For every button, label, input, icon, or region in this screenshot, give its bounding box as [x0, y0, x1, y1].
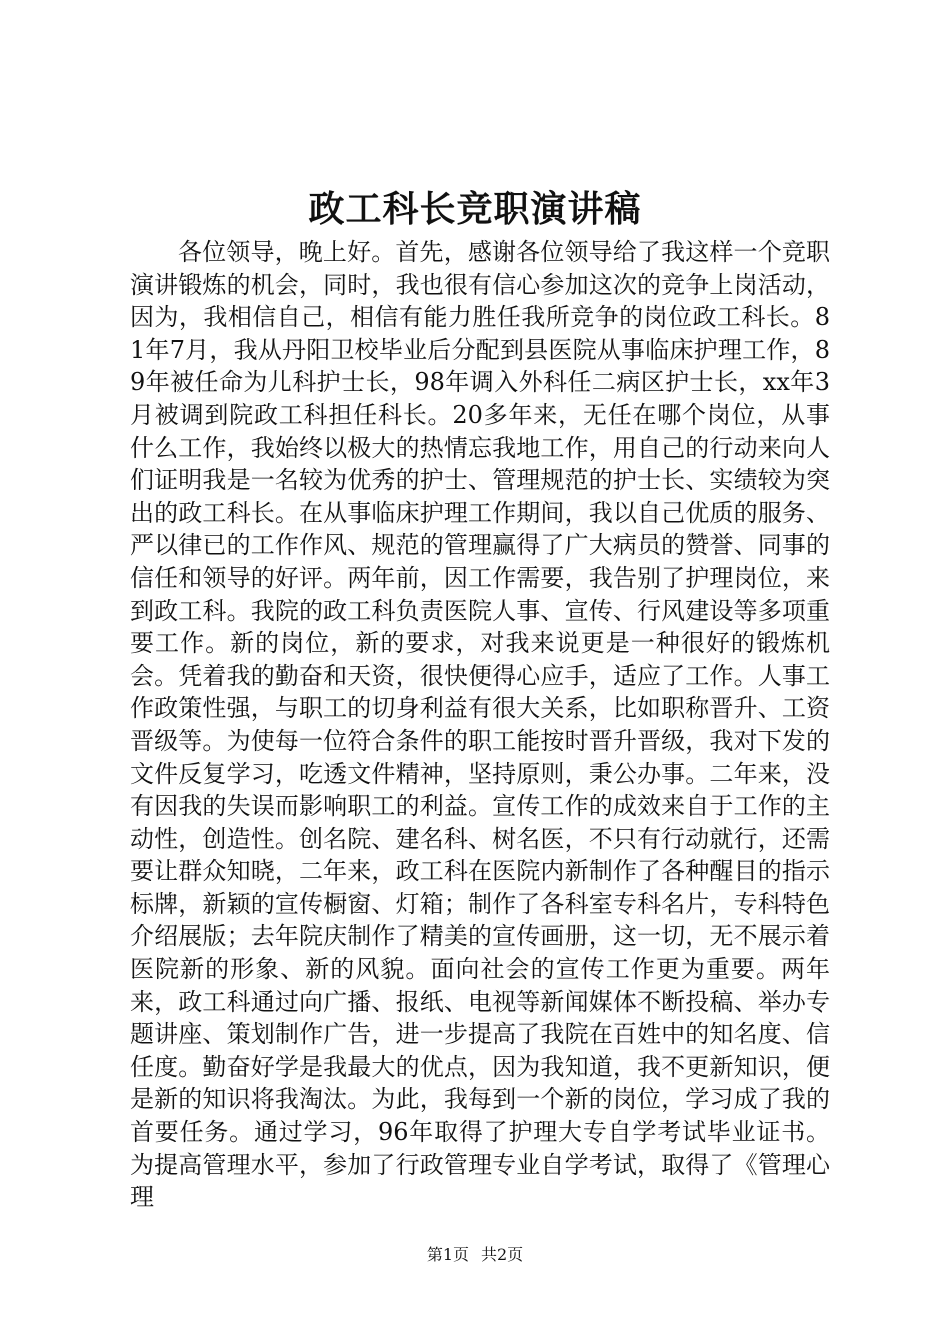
page-number-label: 第1页: [426, 1245, 469, 1264]
page-total-label: 共2页: [481, 1245, 524, 1264]
document-body-paragraph: 各位领导，晚上好。首先，感谢各位领导给了我这样一个竞职演讲锻炼的机会，同时，我也很有信心参加这次的竞争上岗活动，因为，我相信自己，相信有能力胜任我所竞争的岗位政工科长。81年7月，我从丹阳卫校毕业后分配到县医院从事临床护理工作，89年被任命为儿科护士长，98年调入外科任二病区护士长，xx年3月被调到院政工科担任科长。20多年来，无任在哪个岗位，从事什么工作，我始终以极大的热情忘我地工作，用自己的行动来向人们证明我是一名较为优秀的护士、管理规范的护士长、实绩较为突出的政工科长。在从事临床护理工作期间，我以自己优质的服务、严以律已的工作作风、规范的管理赢得了广大病员的赞誉、同事的信任和领导的好评。两年前，因工作需要，我告别了护理岗位，来到政工科。我院的政工科负责医院人事、宣传、行风建设等多项重要工作。新的岗位，新的要求，对我来说更是一种很好的锻炼机会。凭着我的勤奋和天资，很快便得心应手，适应了工作。人事工作政策性强，与职工的切身利益有很大关系，比如职称晋升、工资晋级等。为使每一位符合条件的职工能按时晋升晋级，我对下发的文件反复学习，吃透文件精神，坚持原则，秉公办事。二年来，没有因我的失误而影响职工的利益。宣传工作的成效来自于工作的主动性，创造性。创名院、建名科、树名医，不只有行动就行，还需要让群众知晓，二年来，政工科在医院内新制作了各种醒目的指示标牌，新颖的宣传橱窗、灯箱；制作了各科室专科名片，专科特色介绍展版；去年院庆制作了精美的宣传画册，这一切，无不展示着医院新的形象、新的风貌。面向社会的宣传工作更为重要。两年来，政工科通过向广播、报纸、电视等新闻媒体不断投稿、举办专题讲座、策划制作广告，进一步提高了我院在百姓中的知名度、信任度。勤奋好学是我最大的优点，因为我知道，我不更新知识，便是新的知识将我淘汰。为此，我每到一个新的岗位，学习成了我的首要任务。通过学习，96年取得了护理大专自学考试毕业证书。为提高管理水平，参加了行政管理专业自学考试，取得了《管理心理: [130, 238, 830, 1212]
page-footer: [0, 1244, 950, 1266]
document-title: 政工科长竞职演讲稿: [308, 188, 642, 230]
